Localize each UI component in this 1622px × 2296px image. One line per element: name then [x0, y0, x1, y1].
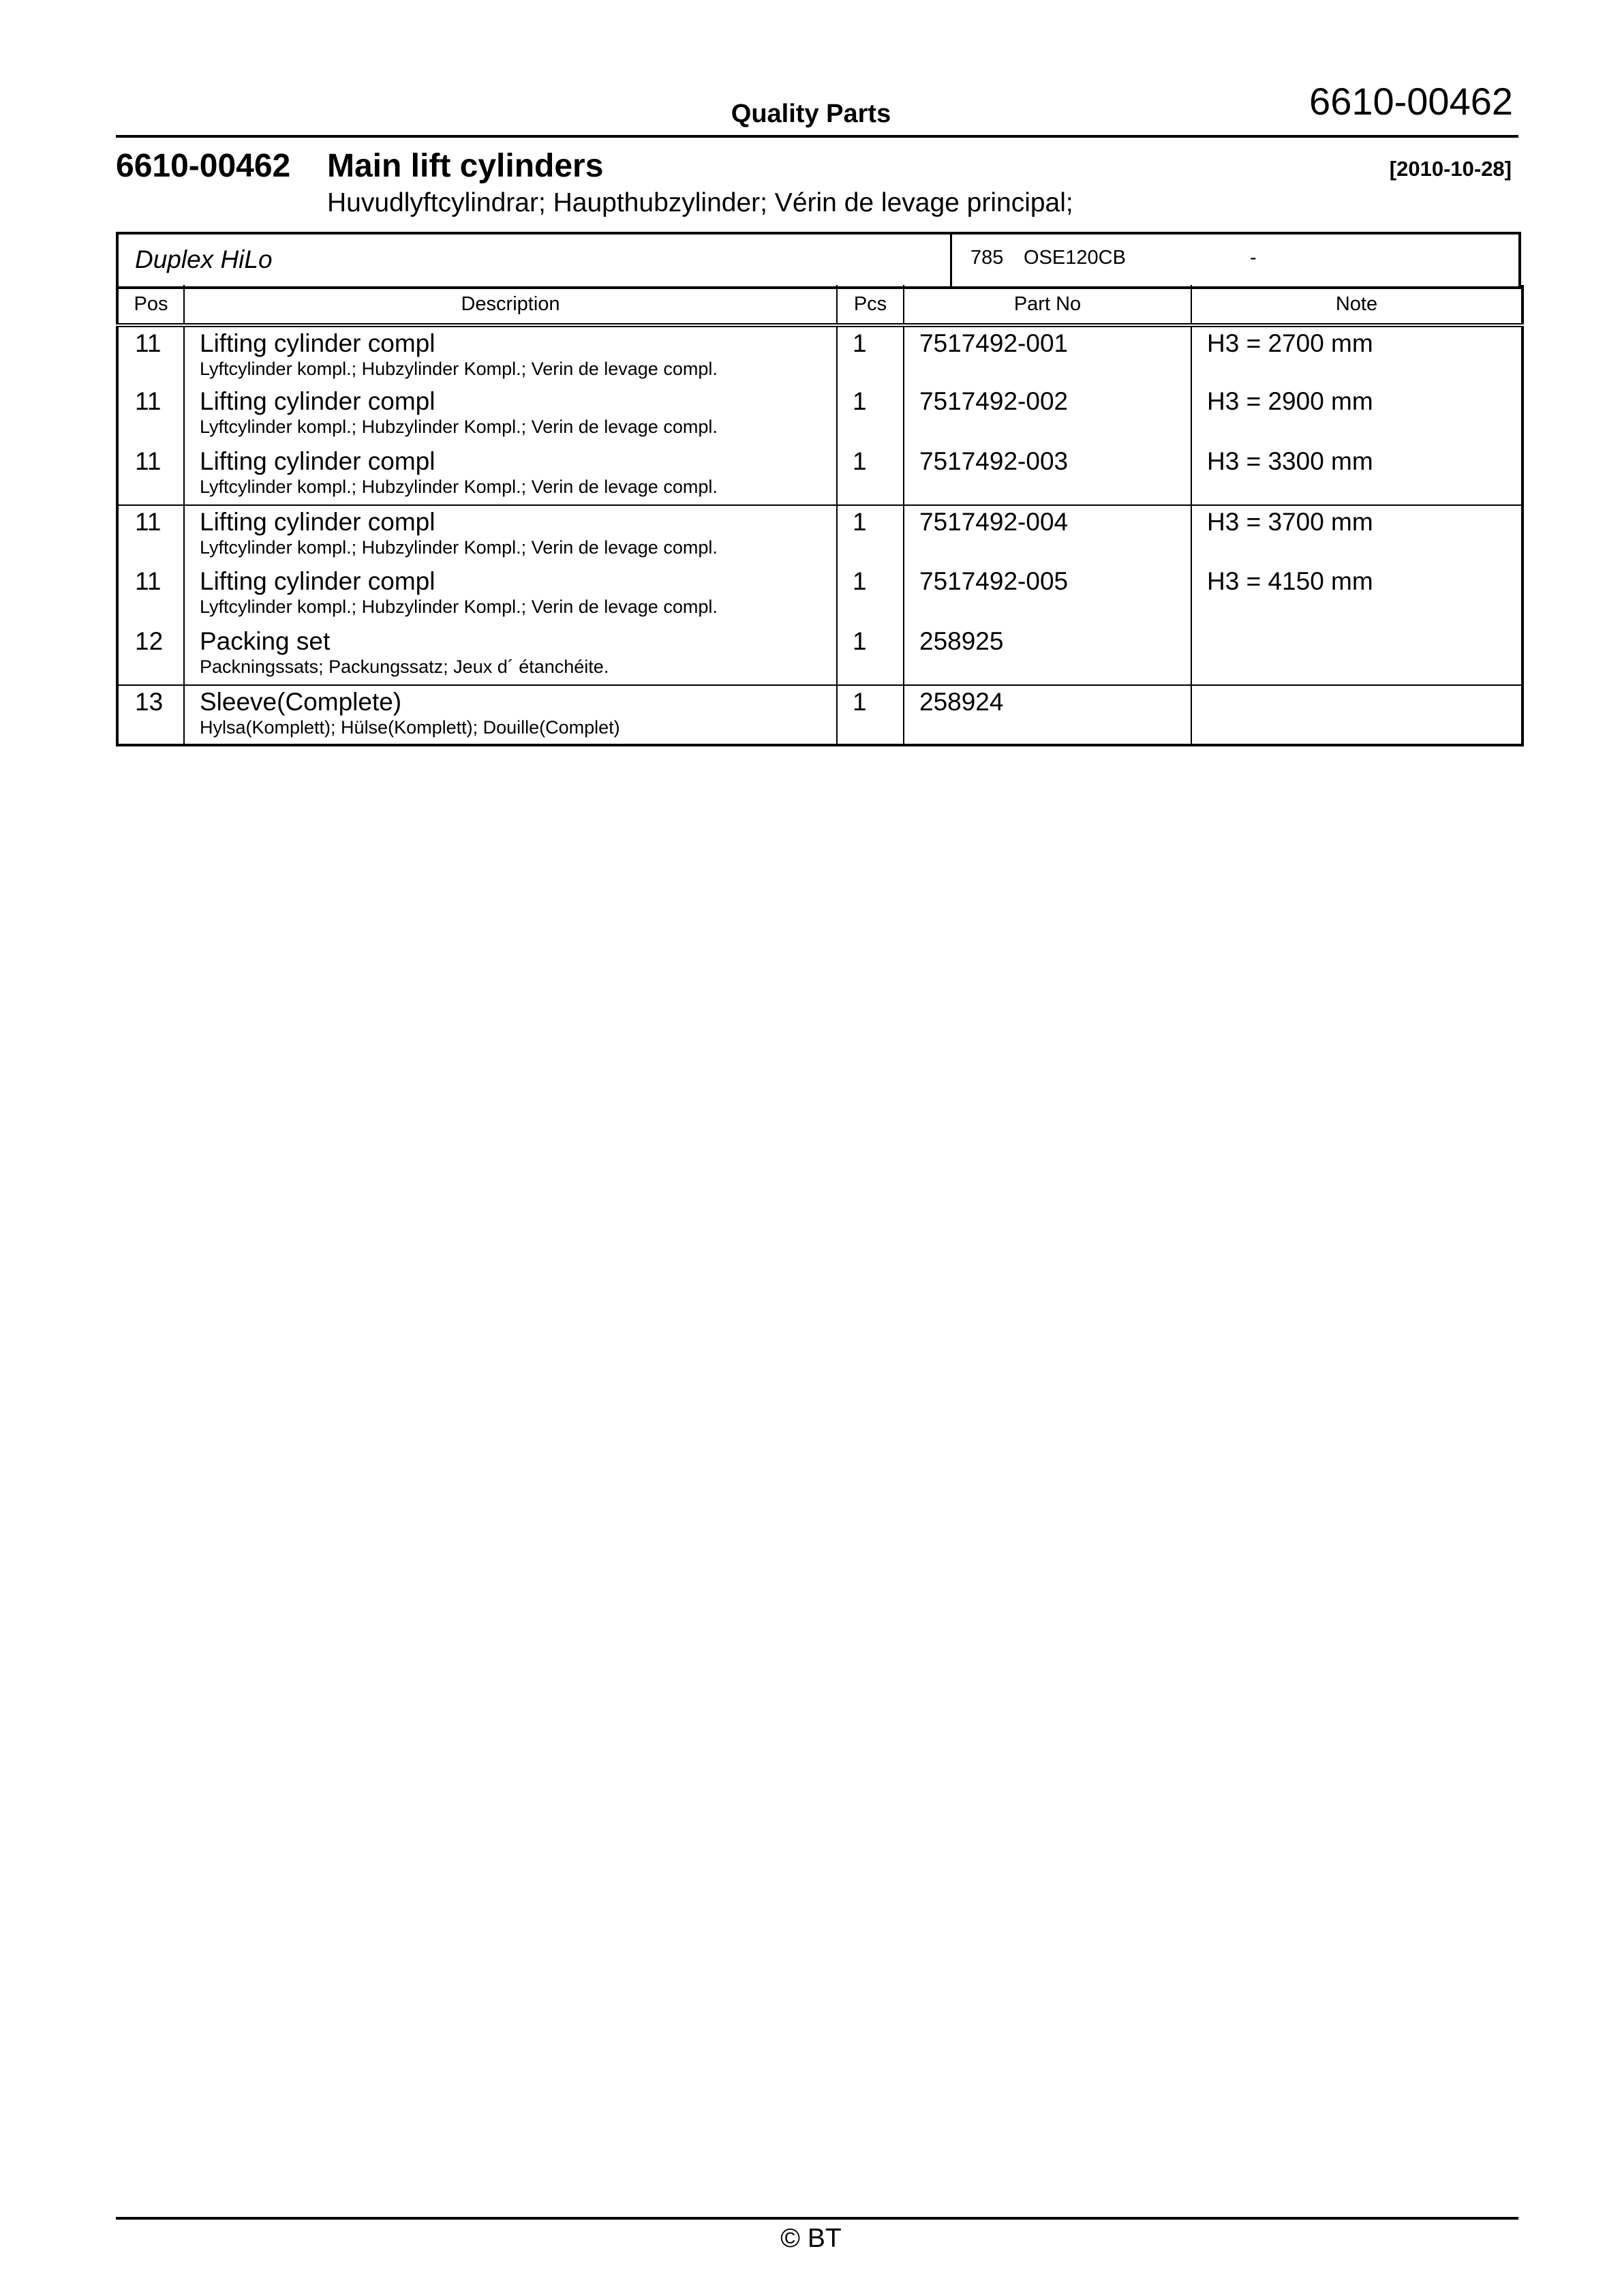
table-row [117, 445, 1522, 505]
cell-note: H3 = 2700 mm [1191, 325, 1522, 385]
part-description: Lifting cylinder compl [200, 447, 435, 475]
cell-description [184, 325, 837, 385]
cell-note: H3 = 3300 mm [1191, 445, 1522, 505]
cell-pos: 11 [117, 385, 184, 445]
cell-part-no: 258924 [904, 685, 1191, 745]
cell-description [184, 625, 837, 685]
parts-table [116, 285, 1524, 746]
cell-pcs: 1 [837, 445, 904, 505]
cell-pos: 13 [117, 685, 184, 745]
section-title: Main lift cylinders [327, 148, 604, 184]
cell-note [1191, 625, 1522, 685]
cell-part-no: 7517492-002 [904, 385, 1191, 445]
table-row [117, 325, 1522, 385]
cell-pos: 11 [117, 565, 184, 625]
model-extra: - [1250, 247, 1257, 269]
column-header-description: Description [184, 285, 837, 325]
cell-part-no: 7517492-001 [904, 325, 1191, 385]
header-document-number: 6610-00462 [1309, 80, 1513, 123]
footer-divider [116, 2217, 1518, 2220]
part-description: Packing set [200, 627, 331, 655]
section-date: [2010-10-28] [1389, 157, 1512, 181]
cell-part-no: 7517492-005 [904, 565, 1191, 625]
cell-pos: 11 [117, 445, 184, 505]
cell-pcs: 1 [837, 325, 904, 385]
cell-description [184, 685, 837, 745]
cell-part-no: 7517492-004 [904, 505, 1191, 565]
cell-note: H3 = 3700 mm [1191, 505, 1522, 565]
document-header-title: Quality Parts [731, 100, 891, 128]
part-description-translation: Lyftcylinder kompl.; Hubzylinder Kompl.; Verin de levage compl. [200, 596, 718, 617]
cell-description [184, 505, 837, 565]
part-description: Lifting cylinder compl [200, 387, 435, 415]
cell-pos: 12 [117, 625, 184, 685]
part-description: Lifting cylinder compl [200, 329, 435, 357]
part-description-translation: Lyftcylinder kompl.; Hubzylinder Kompl.; Verin de levage compl. [200, 477, 718, 497]
cell-note [1191, 685, 1522, 745]
part-description-translation: Lyftcylinder kompl.; Hubzylinder Kompl.; Verin de levage compl. [200, 537, 718, 558]
parts-table-header [117, 285, 1522, 325]
cell-description [184, 445, 837, 505]
cell-note: H3 = 4150 mm [1191, 565, 1522, 625]
cell-description [184, 385, 837, 445]
section-title-translations: Huvudlyftcylindrar; Haupthubzylinder; Vérin de levage principal; [327, 188, 1073, 217]
footer-copyright: © BT [780, 2224, 842, 2253]
cell-pos: 11 [117, 505, 184, 565]
header-divider [116, 135, 1518, 138]
cell-part-no: 7517492-003 [904, 445, 1191, 505]
model-name: Duplex HiLo [135, 245, 273, 273]
part-description: Lifting cylinder compl [200, 508, 435, 536]
cell-pcs: 1 [837, 505, 904, 565]
cell-pcs: 1 [837, 385, 904, 445]
table-row [117, 505, 1522, 565]
model-info-box [116, 232, 1521, 289]
section-number: 6610-00462 [116, 148, 291, 184]
column-header-part-no: Part No [904, 285, 1191, 325]
column-header-pcs: Pcs [837, 285, 904, 325]
part-description-translation: Lyftcylinder kompl.; Hubzylinder Kompl.; Verin de levage compl. [200, 359, 718, 379]
part-description: Lifting cylinder compl [200, 567, 435, 595]
table-row [117, 685, 1522, 745]
cell-pcs: 1 [837, 625, 904, 685]
part-description-translation: Hylsa(Komplett); Hülse(Komplett); Douille(Complet) [200, 717, 620, 738]
table-row [117, 625, 1522, 685]
model-type: OSE120CB [1024, 247, 1126, 269]
part-description-translation: Lyftcylinder kompl.; Hubzylinder Kompl.; Verin de levage compl. [200, 417, 718, 437]
part-description-translation: Packningssats; Packungssatz; Jeux d´ étanchéite. [200, 656, 609, 677]
table-row [117, 385, 1522, 445]
table-row [117, 565, 1522, 625]
cell-pcs: 1 [837, 685, 904, 745]
model-code: 785 [970, 247, 1004, 269]
part-description: Sleeve(Complete) [200, 688, 402, 716]
cell-note: H3 = 2900 mm [1191, 385, 1522, 445]
cell-part-no: 258925 [904, 625, 1191, 685]
cell-description [184, 565, 837, 625]
cell-pos: 11 [117, 325, 184, 385]
column-header-pos: Pos [117, 285, 184, 325]
column-header-note: Note [1191, 285, 1522, 325]
model-box-divider [950, 235, 952, 286]
cell-pcs: 1 [837, 565, 904, 625]
